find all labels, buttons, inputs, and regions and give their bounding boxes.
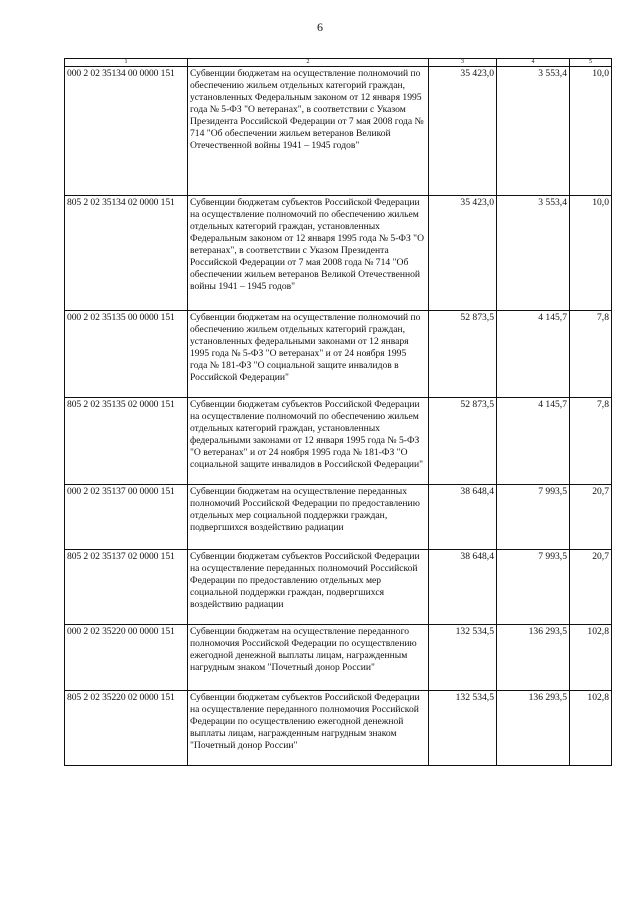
row-col3-value: 132 534,5 <box>429 691 497 766</box>
table-row <box>65 196 612 311</box>
row-code: 805 2 02 35137 02 0000 151 <box>65 550 188 625</box>
header-col-4: 4 <box>497 59 570 67</box>
row-col3-value: 52 873,5 <box>429 398 497 485</box>
header-col-2: 2 <box>188 59 429 67</box>
header-col-3: 3 <box>429 59 497 67</box>
row-description: Субвенции бюджетам субъектов Российской Федерации на осуществление полномочий по обеспечению жильем отдельных категорий граждан, установленных федеральными законами от 12 января 1995 года № 5-ФЗ "О ветеранах" и от 24 ноября 1995 года № 181-ФЗ "О социальной защите инвалидов в Российской Федерации" <box>188 398 429 485</box>
row-code: 000 2 02 35220 00 0000 151 <box>65 625 188 691</box>
row-col4-value: 136 293,5 <box>497 625 570 691</box>
row-col5-value: 102,8 <box>570 691 612 766</box>
row-col4-value: 3 553,4 <box>497 67 570 196</box>
row-col4-value: 136 293,5 <box>497 691 570 766</box>
row-description: Субвенции бюджетам на осуществление полномочий по обеспечению жильем отдельных категорий граждан, установленных федеральными законами от 12 января 1995 года № 5-ФЗ "О ветеранах" и от 24 ноября 1995 года № 181-ФЗ "О социальной защите инвалидов в Российской Федерации" <box>188 311 429 398</box>
row-col4-value: 3 553,4 <box>497 196 570 311</box>
row-description: Субвенции бюджетам субъектов Российской Федерации на осуществление переданных полномочий Российской Федерации по предоставлению отдельных мер социальной поддержки граждан, подвергшихся воздействию радиации <box>188 550 429 625</box>
row-col3-value: 35 423,0 <box>429 67 497 196</box>
row-col3-value: 38 648,4 <box>429 485 497 550</box>
row-code: 805 2 02 35135 02 0000 151 <box>65 398 188 485</box>
header-col-1: 1 <box>65 59 188 67</box>
row-description: Субвенции бюджетам на осуществление полномочий по обеспечению жильем отдельных категорий граждан, установленных Федеральным законом от 12 января 1995 года № 5-ФЗ "О ветеранах", в соответствии с Указом Президента Российской Федерации от 7 мая 2008 года № 714 "Об обеспечении жильем ветеранов Великой Отечественной войны 1941 – 1945 годов" <box>188 67 429 196</box>
row-col5-value: 20,7 <box>570 550 612 625</box>
row-description: Субвенции бюджетам субъектов Российской Федерации на осуществление полномочий по обеспечению жильем отдельных категорий граждан, установленных Федеральным законом от 12 января 1995 года № 5-ФЗ "О ветеранах", в соответствии с Указом Президента Российской Федерации от 7 мая 2008 года № 714 "Об обеспечении жильем ветеранов Великой Отечественной войны 1941 – 1945 годов" <box>188 196 429 311</box>
row-col3-value: 132 534,5 <box>429 625 497 691</box>
header-col-5: 5 <box>570 59 612 67</box>
table-row <box>65 485 612 550</box>
header-row <box>65 59 612 67</box>
row-col3-value: 35 423,0 <box>429 196 497 311</box>
row-description: Субвенции бюджетам на осуществление переданного полномочия Российской Федерации по осуществлению ежегодной денежной выплаты лицам, награжденным нагрудным знаком "Почетный донор России" <box>188 625 429 691</box>
row-col4-value: 7 993,5 <box>497 485 570 550</box>
table-row <box>65 67 612 196</box>
table-row <box>65 691 612 766</box>
row-col5-value: 102,8 <box>570 625 612 691</box>
row-col3-value: 38 648,4 <box>429 550 497 625</box>
row-col5-value: 10,0 <box>570 196 612 311</box>
page-number: 6 <box>317 20 323 34</box>
row-code: 000 2 02 35137 00 0000 151 <box>65 485 188 550</box>
row-col5-value: 10,0 <box>570 67 612 196</box>
table-row <box>65 311 612 398</box>
table-row <box>65 625 612 691</box>
row-code: 000 2 02 35135 00 0000 151 <box>65 311 188 398</box>
row-col4-value: 4 145,7 <box>497 311 570 398</box>
table-row <box>65 550 612 625</box>
row-description: Субвенции бюджетам на осуществление переданных полномочий Российской Федерации по предоставлению отдельных мер социальной поддержки граждан, подвергшихся воздействию радиации <box>188 485 429 550</box>
row-col5-value: 20,7 <box>570 485 612 550</box>
budget-table <box>64 58 612 766</box>
row-col5-value: 7,8 <box>570 311 612 398</box>
row-description: Субвенции бюджетам субъектов Российской Федерации на осуществление переданного полномочия Российской Федерации по осуществлению ежегодной денежной выплаты лицам, награжденным нагрудным знаком "Почетный донор России" <box>188 691 429 766</box>
row-col5-value: 7,8 <box>570 398 612 485</box>
row-col3-value: 52 873,5 <box>429 311 497 398</box>
row-col4-value: 4 145,7 <box>497 398 570 485</box>
row-code: 000 2 02 35134 00 0000 151 <box>65 67 188 196</box>
row-code: 805 2 02 35134 02 0000 151 <box>65 196 188 311</box>
row-col4-value: 7 993,5 <box>497 550 570 625</box>
table-row <box>65 398 612 485</box>
row-code: 805 2 02 35220 02 0000 151 <box>65 691 188 766</box>
